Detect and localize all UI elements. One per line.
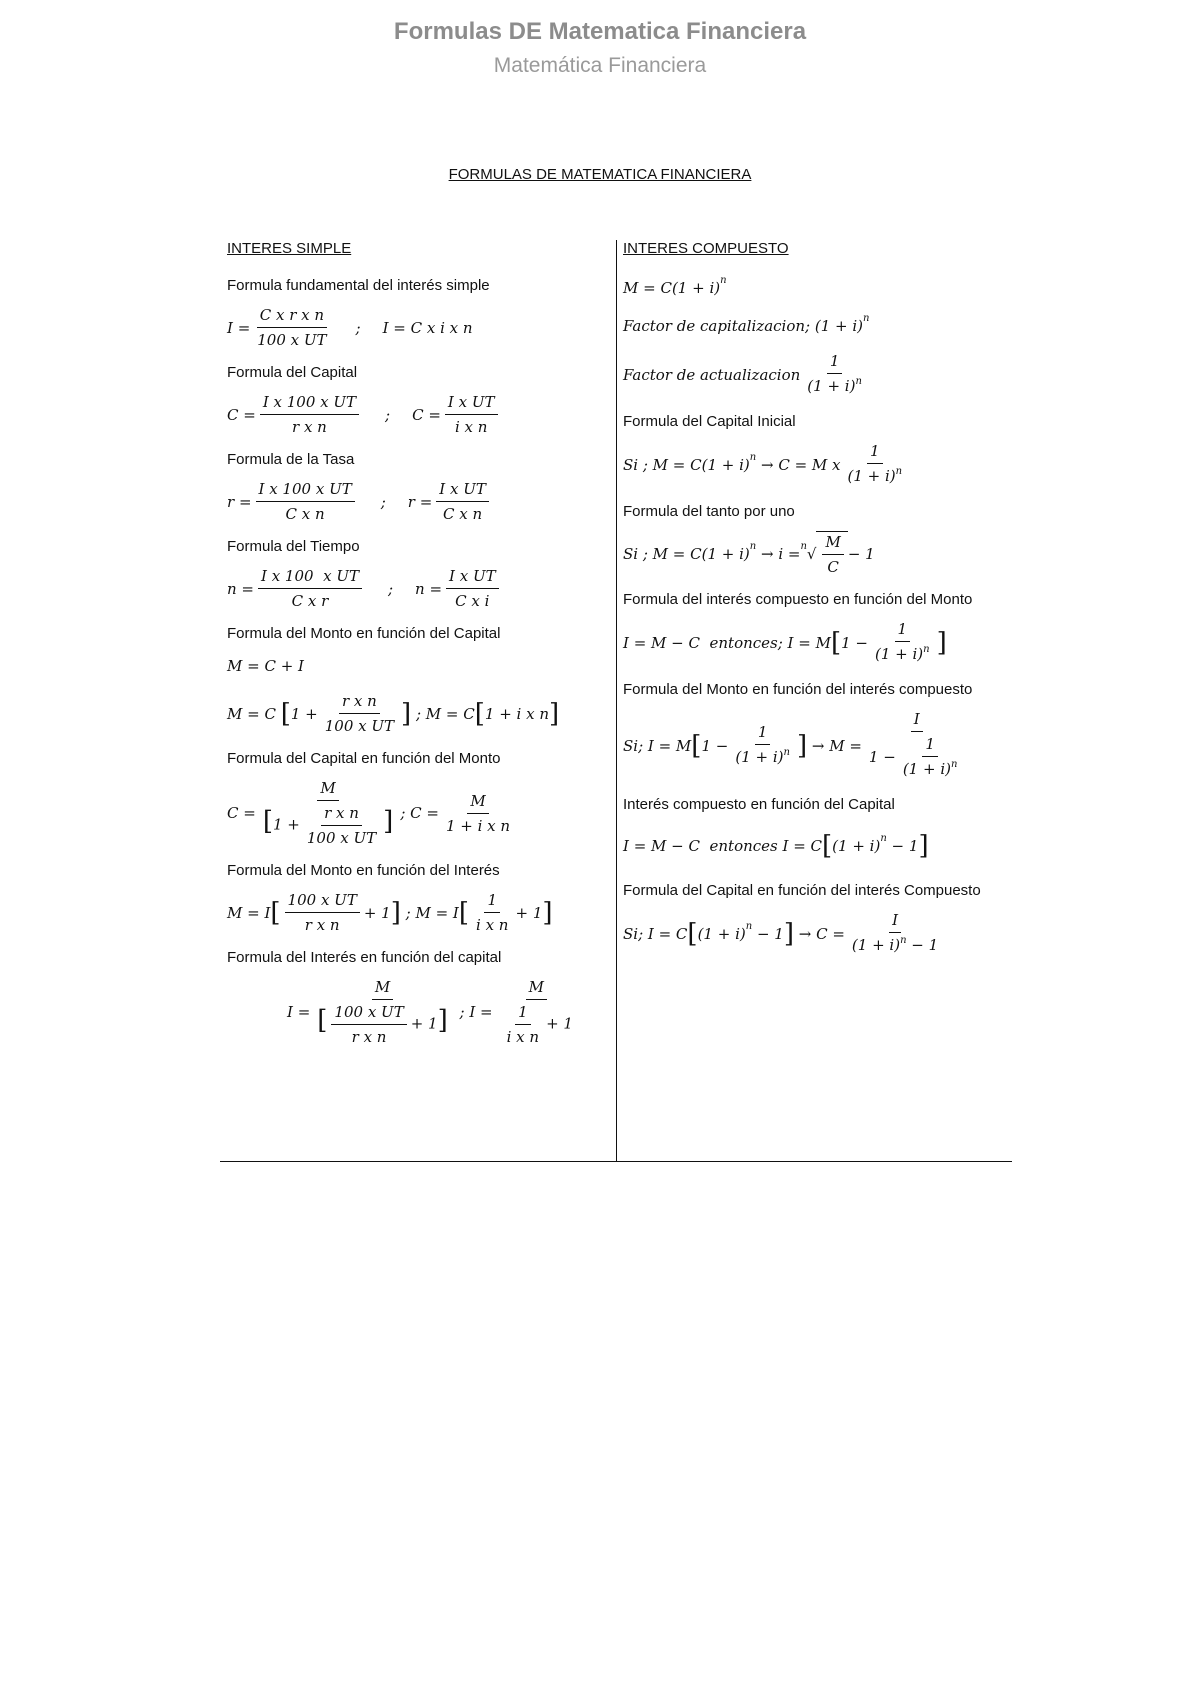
formula-time: n = $\frac{\text{I x 100 x UT}}{\text{C x r}}$ ; n = $\frac{\text{I x UT}}{\text{C x i}}$	[227, 566, 597, 611]
formula-capitalization-factor: Factor de capitalizacion; (1 + i) n	[623, 313, 870, 335]
formula-label: Formula del Capital en función del Monto	[227, 750, 501, 767]
formula-interest-capital: I = M [ $\frac{\text{100 x UT}}{\text{r x n}}$ + 1] ; I = M $\frac{1}{\text{i x n}}$ + 1	[287, 978, 573, 1046]
formula-amount-basic: M = C + I	[227, 657, 304, 675]
formula-label: Formula del Monto en función del Capital	[227, 625, 501, 642]
formula-compound-interest-capital: I = M − C entonces I = C [ (1 + i) n − 1 ]	[623, 831, 929, 861]
formula-label: Formula del Tiempo	[227, 538, 360, 555]
formula-label: Formula fundamental del interés simple	[227, 277, 490, 294]
formula-label: Interés compuesto en función del Capital	[623, 796, 895, 813]
compound-interest-column	[623, 240, 1018, 970]
formula-capital-compound-interest: Si; I = C [ (1 + i) n − 1 ] → C = $\frac{I}{(1 + i)^n - 1}$	[623, 911, 939, 954]
formula-label: Formula del Monto en función del Interés	[227, 862, 500, 879]
page-header-title: Formulas DE Matematica Financiera	[393, 18, 807, 45]
formula-label: Formula del Monto en función del interés compuesto	[623, 681, 973, 698]
formula-rate-per-unit: Si ; M = C(1 + i) n → i = n √ $\frac{M}{C}$ − 1	[623, 533, 875, 576]
formula-initial-capital: Si ; M = C(1 + i) n → C = M x $\frac{1}{(1 + i)^n}$	[623, 442, 903, 485]
formula-amount-interest: M = I [ $\frac{\text{100 x UT}}{\text{r x n}}$ + 1 ] ; M = I [ $\frac{1}{\text{i x n}}$ + 1 ]	[227, 891, 553, 934]
formula-label: Formula del Interés en función del capital	[227, 949, 502, 966]
formula-rate: r = $\frac{\text{I x 100 x UT}}{\text{C x n}}$ ; r = $\frac{\text{I x UT}}{\text{C x n}}$	[227, 479, 597, 524]
formula-compound-interest-amount: I = M − C entonces; I = M [ 1 − $\frac{1}{(1 + i)^n}$ ]	[623, 620, 947, 663]
factor-cap-label: Factor de capitalizacion;	[623, 317, 811, 335]
factor-act-label: Factor de actualizacion	[623, 366, 801, 384]
formula-capital: C = $\frac{\text{I x 100 x UT}}{\text{r x n}}$ ; C = $\frac{\text{I x UT}}{\text{i x n}}$	[227, 392, 597, 437]
simple-interest-column	[227, 240, 597, 1059]
simple-interest-heading: INTERES SIMPLE	[227, 240, 352, 257]
document-title: FORMULAS DE MATEMATICA FINANCIERA	[448, 166, 752, 183]
formula-label: Formula del tanto por uno	[623, 503, 795, 520]
column-divider	[616, 240, 617, 1162]
formula-label: Formula del Capital en función del interés Compuesto	[623, 882, 981, 899]
formula-compound-amount: M = C(1 + i) n	[623, 275, 727, 297]
formula-amount-capital: M = C [ 1 + $\frac{\text{r x n}}{\text{100 x UT}}$ ] ; M = C [ 1 + i x n ]	[227, 692, 560, 735]
formula-simple-interest: I = $\frac{\text{C x r x n}}{\text{100 x UT}}$ ; I = C x i x n	[227, 306, 473, 349]
formula-capital-amount: C = M [1 + $\frac{\text{r x n}}{\text{100 x UT}}$ ] ; C = $\frac{M}{\text{1 + i x n}}$	[227, 779, 511, 847]
formula-label: Formula del Capital Inicial	[623, 413, 796, 430]
formula-label: Formula de la Tasa	[227, 451, 355, 468]
formula-discount-factor: Factor de actualizacion $\frac{1}{(1 + i)^n}$	[623, 352, 862, 395]
formula-label: Formula del Capital	[227, 364, 358, 381]
compound-interest-heading: INTERES COMPUESTO	[623, 240, 789, 257]
formula-label: Formula del interés compuesto en función del Monto	[623, 591, 973, 608]
bottom-rule	[220, 1161, 1012, 1162]
formula-amount-compound-interest: Si; I = M [ 1 − $\frac{1}{(1 + i)^n}$ ] → M = I 1 − $\frac{1}{(1 + i)^n}$	[623, 710, 958, 778]
page-header-subtitle: Matemática Financiera	[493, 54, 707, 77]
